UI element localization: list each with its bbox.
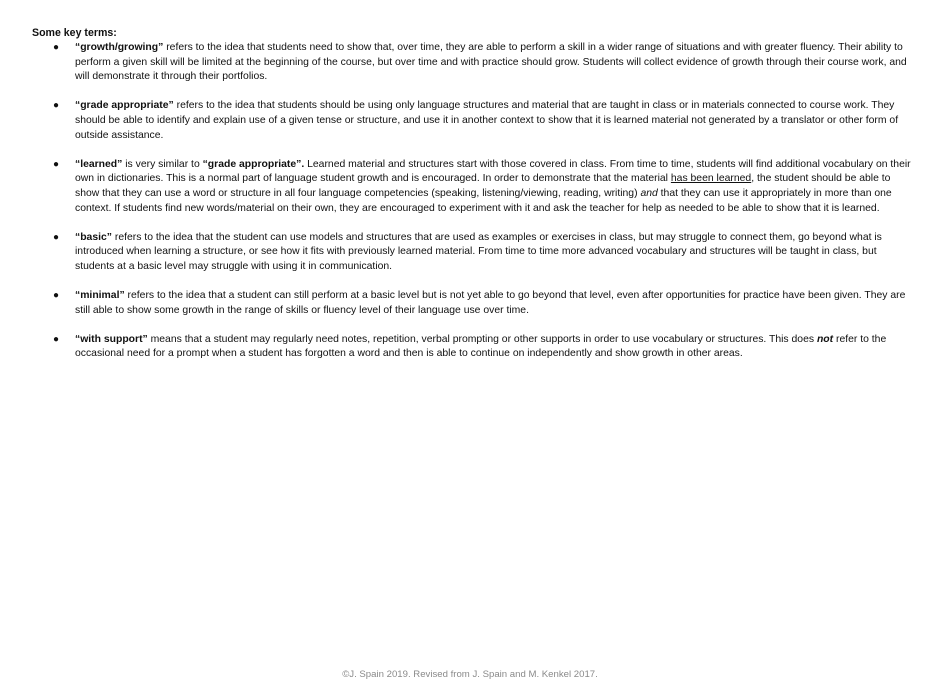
term-growth <box>0 41 940 85</box>
term-definition: refers to the idea that students should be using only language structures and material that are taught in class or in materials connected to course work. They should be able to identify and explain use of a given tense or structure, and use it in another context to show that it is learned material not generated by a translator or other form of outside assistance. <box>75 100 899 141</box>
term-definition: refers to the idea that students need to show that, over time, they are able to perform a skill in a wider range of situations and with greater fluency. Their ability to perform a given skill will be limited at the beginning of the course, but over time and with practice should grow. Students will collect evidence of growth through their course work, and will demonstrate it through their portfolios. <box>75 42 907 83</box>
term-with-support <box>0 333 940 362</box>
section-heading: Some key terms: <box>32 27 117 39</box>
term-reference: “grade appropriate”. <box>202 158 305 170</box>
copyright-footer: ©J. Spain 2019. Revised from J. Spain and M. Kenkel 2017. <box>342 669 598 680</box>
underlined-phrase: has been learned <box>670 173 752 185</box>
bullet-icon: ● <box>53 290 60 302</box>
term-grade-appropriate <box>0 99 940 143</box>
term-name: “basic” <box>75 231 112 243</box>
term-definition-part: refer to the occasional need for a prompt when a student has forgotten a word and then is able to continue on independently and show growth in other areas. <box>75 333 887 360</box>
key-terms-list <box>0 41 940 377</box>
term-name: “with support” <box>75 333 148 345</box>
term-name: “minimal” <box>75 290 125 302</box>
bullet-icon: ● <box>53 231 60 243</box>
bullet-icon: ● <box>53 100 60 112</box>
term-definition-part: that they can use it appropriately in more than one context. If students find new words/material on their own, they are encouraged to experiment with it and ask the teacher for help as needed to be able to show that it is learned. <box>75 187 892 214</box>
term-minimal <box>0 289 940 318</box>
term-name: “learned” <box>75 158 123 170</box>
term-definition-part: means that a student may regularly need notes, repetition, verbal prompting or other supports in order to use vocabulary or structures. This does <box>147 333 817 345</box>
bold-italic-word: not <box>816 333 834 345</box>
term-definition-part: , the student should be able to show that they can use a word or structure in all four language competencies (speaking, listening/viewing, reading, writing) <box>75 173 891 199</box>
term-learned <box>0 158 940 216</box>
italic-word: and <box>640 187 658 199</box>
term-basic <box>0 231 940 275</box>
term-definition: refers to the idea that a student can still perform at a basic level but is not yet able to go beyond that level, even after opportunities for practice have been given. They are still able to show some growth in the range of skills or fluency level of their language use over time. <box>75 290 906 316</box>
term-name: “growth/growing” <box>75 42 164 53</box>
term-definition-part: Learned material and structures start with those covered in class. From time to time, students will find additional vocabulary on their own in dictionaries. This is a normal part of language student growth and is encouraged. In order to demonstrate that the material <box>75 158 911 185</box>
bullet-icon: ● <box>53 333 60 345</box>
term-definition: refers to the idea that the student can use models and structures that are used as examples or exercises in class, but may struggle to connect them, go beyond what is introduced when learning a structure, or see how it fits with previously learned material. From time to time more advanced vocabulary and structures will be taught in class, but students at a basic level may struggle with using it in communication. <box>75 231 882 272</box>
bullet-icon: ● <box>53 42 60 53</box>
term-name: “grade appropriate” <box>75 100 174 112</box>
bullet-icon: ● <box>53 158 60 170</box>
term-definition-part: is very similar to <box>122 158 203 170</box>
